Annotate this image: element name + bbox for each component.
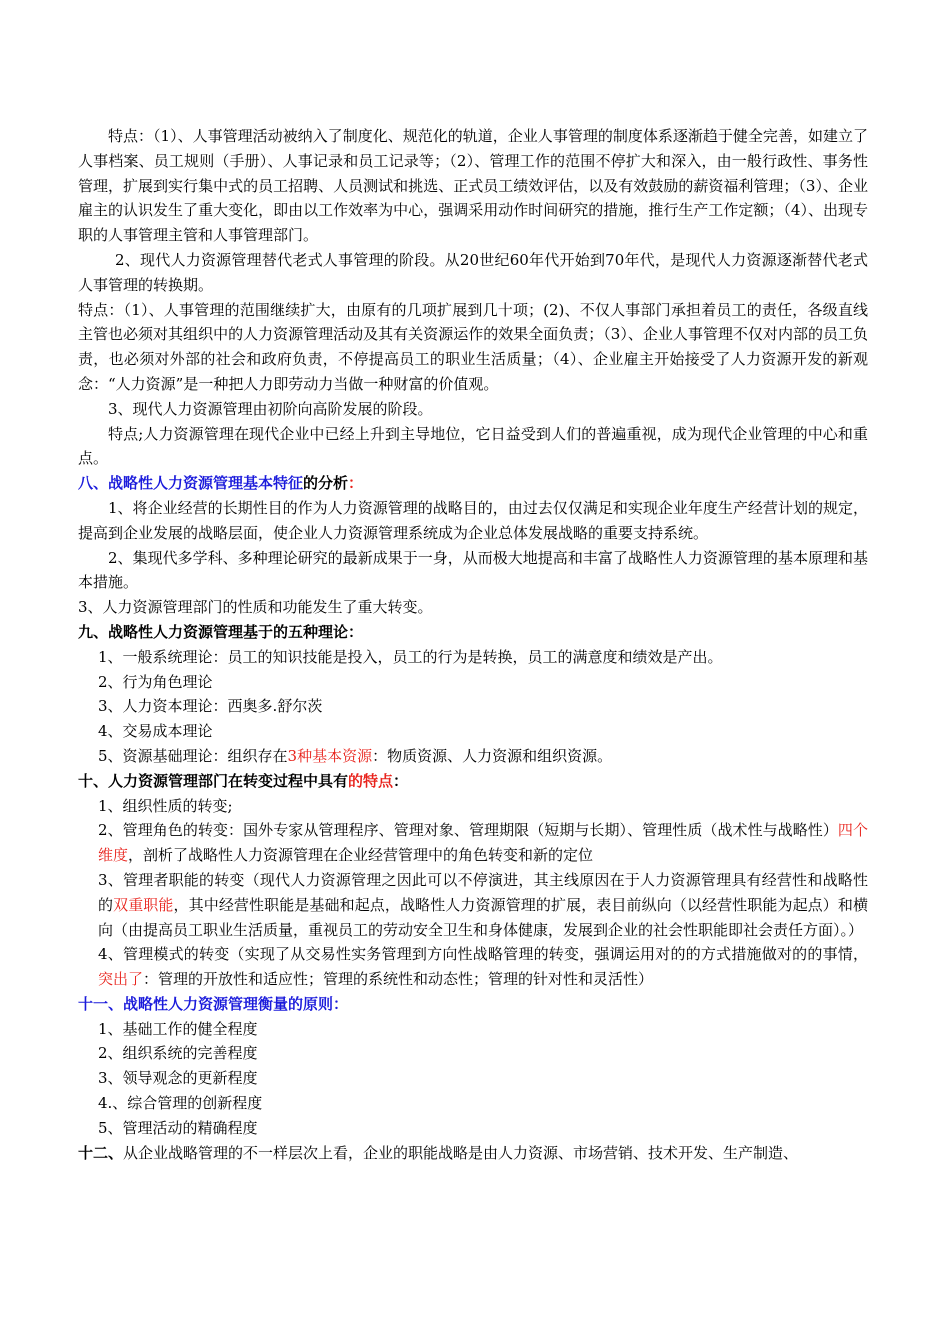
- change-2-highlight: 四个维度: [98, 821, 868, 865]
- list-item-change-4: [78, 942, 868, 992]
- heading-8-rest: 的分析: [303, 474, 349, 493]
- paragraph-feature-3: 3、人力资源管理部门的性质和功能发生了重大转变。: [78, 598, 433, 617]
- change-4-text-b: ：管理的开放性和适应性；管理的系统性和动态性；管理的针对性和灵活性）: [143, 970, 654, 989]
- list-item-theory-2: 2、行为角色理论: [98, 672, 213, 691]
- list-item-theory-5: [78, 744, 868, 769]
- paragraph-stage1-features: 特点：（1）、人事管理活动被纳入了制度化、规范化的轨道，企业人事管理的制度体系逐渐趋于健全完善，如建立了人事档案、员工规则（手册）、人事记录和员工记录等；（2）、管理工作的范围不停扩大和深入，由一般行政性、事务性管理，扩展到实行集中式的员工招聘、人员测试和挑选、正式员工绩效评估，以及有效鼓励的薪资福利管理；（3）、企业雇主的认识发生了重大变化，即由以工作效率为中心，强调采用动作时间研究的措施，推行生产工作定额；（4）、出现专职的人事管理主管和人事管理部门。: [78, 127, 868, 245]
- list-item-principle-2: 2、组织系统的完善程度: [98, 1044, 258, 1063]
- list-item-principle-5: 5、管理活动的精确程度: [98, 1118, 258, 1137]
- heading-10-text: 十、人力资源管理部门在转变过程中具有: [78, 771, 349, 790]
- theory-5-highlight: 3种基本资源: [287, 746, 373, 765]
- list-item-principle-3: 3、领导观念的更新程度: [98, 1069, 258, 1088]
- heading-section-8: [78, 471, 868, 496]
- list-item-theory-3: 3、人力资本理论：西奥多.舒尔茨: [98, 697, 323, 716]
- list-item-theory-1: 1、一般系统理论：员工的知识技能是投入，员工的行为是转换，员工的满意度和绩效是产出。: [98, 647, 723, 666]
- heading-8-highlight: 八、战略性人力资源管理基本特征: [78, 474, 304, 493]
- section-12-text: 从企业战略管理的不一样层次上看，企业的职能战略是由人力资源、市场营销、技术开发、生产制造、: [123, 1143, 799, 1162]
- heading-section-9: 九、战略性人力资源管理基于的五种理论：: [78, 622, 364, 641]
- list-item-change-3: [78, 868, 868, 942]
- theory-5-text-a: 5、资源基础理论：组织存在: [98, 746, 288, 765]
- document-body: [78, 124, 868, 1165]
- list-item-change-2: [78, 818, 868, 868]
- list-item-change-1: 1、组织性质的转变;: [98, 796, 233, 815]
- paragraph-feature-1: 1、将企业经营的长期性目的作为人力资源管理的战略目的，由过去仅仅满足和实现企业年度生产经营计划的规定，提高到企业发展的战略层面，使企业人力资源管理系统成为企业总体发展战略的重要支持系统。: [78, 498, 868, 542]
- list-item-theory-4: 4、交易成本理论: [98, 722, 213, 741]
- heading-10-highlight: 的特点: [348, 771, 394, 790]
- heading-section-12: 十二、: [78, 1143, 124, 1162]
- change-3-text-b: ，其中经营性职能是基础和起点，战略性人力资源管理的扩展，表目前纵向（以经营性职能为起点）和横向（由提高员工职业生活质量，重视员工的劳动安全卫生和身体健康，发展到企业的社会性职能即社会责任方面）。）: [98, 895, 868, 939]
- change-4-text-a: 4、管理模式的转变（实现了从交易性实务管理到方向性战略管理的转变，强调运用对的的方式措施做对的的事情，: [98, 945, 868, 964]
- list-item-principle-1: 1、基础工作的健全程度: [98, 1019, 258, 1038]
- change-3-highlight: 双重职能: [113, 895, 174, 914]
- heading-section-11: 十一、战略性人力资源管理衡量的原则：: [78, 994, 349, 1013]
- paragraph-section-12: [78, 1141, 868, 1166]
- paragraph-stage3: 3、现代人力资源管理由初阶向高阶发展的阶段。: [108, 399, 433, 418]
- change-2-text-a: 2、管理角色的转变：国外专家从管理程序、管理对象、管理期限（短期与长期）、管理性质（战术性与战略性）: [98, 821, 838, 840]
- paragraph-stage3-features: 特点;人力资源管理在现代企业中已经上升到主导地位，它日益受到人们的普遍重视，成为现代企业管理的中心和重点。: [78, 424, 868, 468]
- paragraph-stage2: 2、现代人力资源管理替代老式人事管理的阶段。从20世纪60年代开始到70年代，是现代人力资源逐渐替代老式人事管理的转换期。: [78, 250, 868, 294]
- change-2-text-b: ，剖析了战略性人力资源管理在企业经营管理中的角色转变和新的定位: [128, 846, 594, 865]
- heading-8-colon: ：: [348, 474, 364, 493]
- change-3-text-a: 3、管理者职能的转变（现代人力资源管理之因此可以不停演进，其主线原因在于人力资源管理具有经营性和战略性的: [98, 870, 868, 914]
- change-4-highlight: 突出了: [98, 970, 144, 989]
- paragraph-feature-2: 2、集现代多学科、多种理论研究的最新成果于一身，从而极大地提高和丰富了战略性人力资源管理的基本原理和基本措施。: [78, 548, 868, 592]
- theory-5-text-b: ：物质资源、人力资源和组织资源。: [372, 746, 613, 765]
- list-item-principle-4: 4.、综合管理的创新程度: [98, 1094, 263, 1113]
- heading-section-10: [78, 769, 868, 794]
- heading-10-colon: ：: [393, 771, 409, 790]
- paragraph-stage2-features: 特点：（1）、人事管理的范围继续扩大，由原有的几项扩展到几十项；(2)、不仅人事部门承担着员工的责任，各级直线主管也必须对其组织中的人力资源管理活动及其有关资源运作的效果全面负责；（3）、企业人事管理不仅对内部的员工负责，也必须对外部的社会和政府负责，不停提高员工的职业生活质量；（4）、企业雇主开始接受了人力资源开发的新观念：“人力资源”是一种把人力即劳动力当做一种财富的价值观。: [78, 300, 868, 393]
